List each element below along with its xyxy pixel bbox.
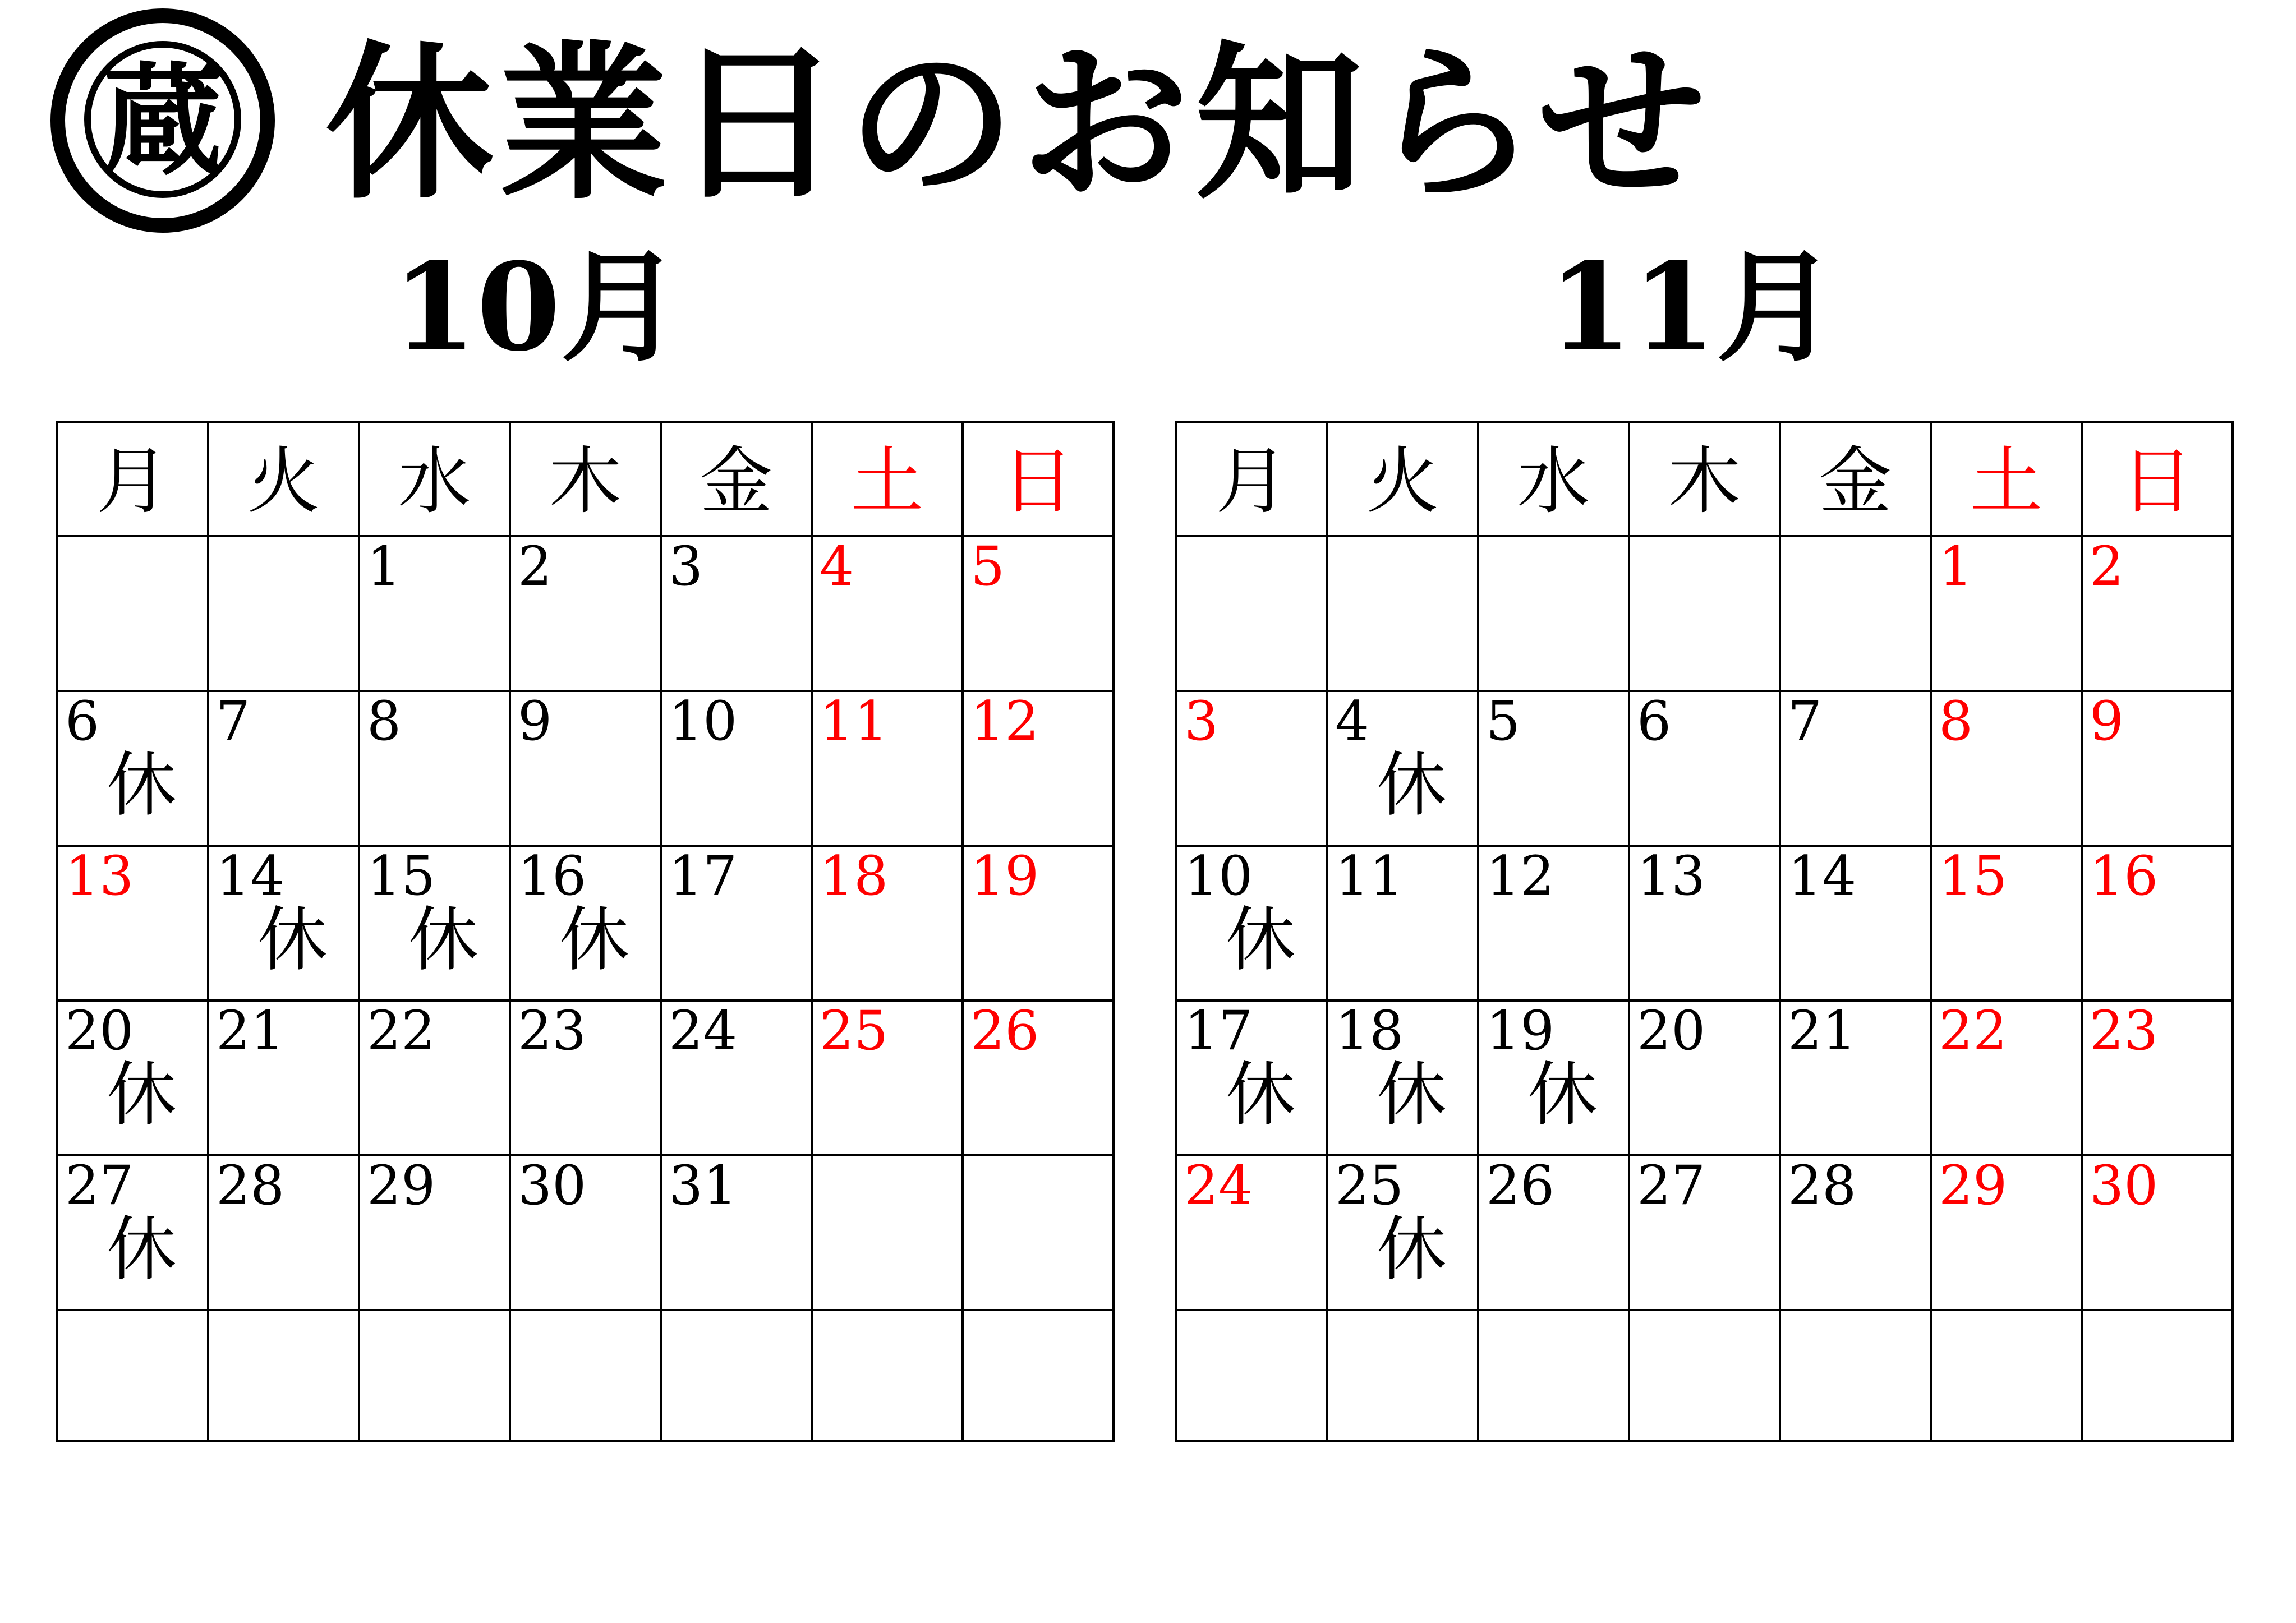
calendar-cell-empty — [57, 536, 208, 691]
calendar-day-cell — [1780, 1155, 1931, 1310]
calendar-day-cell — [1931, 691, 2082, 846]
calendar-day-cell — [1176, 846, 1327, 1000]
calendar-day-cell — [1629, 1000, 1780, 1155]
month-label-november: 11月 — [1548, 236, 1837, 378]
day-number: 27 — [65, 1154, 134, 1217]
calendar-cell-empty — [1176, 536, 1327, 691]
page-header — [22, 17, 2266, 252]
calendar-day-cell — [359, 1155, 510, 1310]
weekday-header-cell: 月 — [57, 422, 208, 536]
calendar-cell-empty — [2082, 1310, 2233, 1441]
weekday-header-row — [57, 422, 1114, 536]
day-number: 20 — [1637, 999, 1706, 1062]
closed-day-mark: 休 — [559, 900, 629, 981]
day-number: 19 — [970, 845, 1039, 907]
day-number: 28 — [216, 1154, 285, 1217]
calendar-day-cell — [661, 536, 812, 691]
day-number: 13 — [65, 845, 134, 907]
calendar-cell-empty — [1327, 536, 1478, 691]
day-number: 10 — [1184, 845, 1253, 907]
calendar-cell-empty — [661, 1310, 812, 1441]
week-row — [1176, 691, 2233, 846]
closed-day-mark: 休 — [1377, 1209, 1447, 1290]
calendar-day-cell — [963, 1000, 1114, 1155]
calendar-day-cell — [1478, 846, 1629, 1000]
calendar-cell-empty — [1629, 1310, 1780, 1441]
day-number: 20 — [65, 999, 134, 1062]
day-number: 17 — [669, 845, 738, 907]
week-row — [57, 1155, 1114, 1310]
seal-character: 蔵 — [102, 49, 223, 192]
day-number: 11 — [1335, 845, 1404, 907]
day-number: 14 — [1788, 845, 1857, 907]
calendar-day-cell — [1327, 846, 1478, 1000]
calendar-cell-empty — [963, 1155, 1114, 1310]
day-number: 14 — [216, 845, 285, 907]
calendar-table — [56, 421, 1115, 1442]
page-title: 休業日のお知らせ — [325, 24, 1711, 222]
calendar-day-cell — [963, 536, 1114, 691]
week-row — [57, 846, 1114, 1000]
calendar-cell-empty — [1629, 536, 1780, 691]
week-row — [1176, 1000, 2233, 1155]
calendar-day-cell — [812, 536, 963, 691]
week-row — [1176, 536, 2233, 691]
day-number: 9 — [2090, 690, 2124, 753]
day-number: 31 — [669, 1154, 738, 1217]
calendar-cell-empty — [1176, 1310, 1327, 1441]
closed-day-mark: 休 — [107, 745, 177, 826]
calendar-cell-empty — [812, 1155, 963, 1310]
calendar-day-cell — [2082, 1155, 2233, 1310]
day-number: 24 — [1184, 1154, 1253, 1217]
calendar-day-cell — [1478, 691, 1629, 846]
day-number: 7 — [216, 690, 251, 753]
day-number: 2 — [518, 535, 553, 598]
calendar-day-cell — [208, 1155, 359, 1310]
day-number: 24 — [669, 999, 738, 1062]
calendar-day-cell — [359, 536, 510, 691]
calendar-day-cell — [57, 1000, 208, 1155]
calendar-day-cell — [963, 691, 1114, 846]
day-number: 3 — [669, 535, 703, 598]
calendar-day-cell — [2082, 1000, 2233, 1155]
day-number: 21 — [216, 999, 285, 1062]
calendar-day-cell — [1629, 691, 1780, 846]
calendar-october — [56, 421, 1097, 1442]
calendar-day-cell — [208, 691, 359, 846]
calendar-day-cell — [510, 846, 661, 1000]
calendar-day-cell — [1780, 1000, 1931, 1155]
day-number: 4 — [1335, 690, 1370, 753]
day-number: 23 — [2090, 999, 2159, 1062]
day-number: 26 — [1486, 1154, 1555, 1217]
closed-day-mark: 休 — [1377, 745, 1447, 826]
closed-day-mark: 休 — [1377, 1054, 1447, 1136]
calendar-day-cell — [1780, 691, 1931, 846]
day-number: 30 — [518, 1154, 587, 1217]
calendar-day-cell — [208, 1000, 359, 1155]
closed-day-mark: 休 — [257, 900, 328, 981]
calendar-day-cell — [1478, 1000, 1629, 1155]
weekday-header-cell: 木 — [510, 422, 661, 536]
calendar-day-cell — [1478, 1155, 1629, 1310]
calendar-day-cell — [661, 846, 812, 1000]
weekday-header-cell: 金 — [661, 422, 812, 536]
calendar-day-cell — [1327, 1000, 1478, 1155]
calendar-day-cell — [963, 846, 1114, 1000]
day-number: 6 — [1637, 690, 1672, 753]
calendar-table — [1175, 421, 2234, 1442]
weekday-header-cell: 金 — [1780, 422, 1931, 536]
calendar-day-cell — [1931, 1000, 2082, 1155]
day-number: 10 — [669, 690, 738, 753]
closed-day-mark: 休 — [107, 1054, 177, 1136]
calendar-day-cell — [57, 1155, 208, 1310]
day-number: 5 — [1486, 690, 1521, 753]
day-number: 25 — [1335, 1154, 1404, 1217]
day-number: 21 — [1788, 999, 1857, 1062]
stamp-seal-icon — [39, 0, 303, 261]
day-number: 23 — [518, 999, 587, 1062]
day-number: 1 — [367, 535, 402, 598]
week-row — [57, 691, 1114, 846]
weekday-header-cell: 水 — [359, 422, 510, 536]
calendar-cell-empty — [208, 536, 359, 691]
day-number: 15 — [367, 845, 436, 907]
calendar-day-cell — [1176, 691, 1327, 846]
day-number: 5 — [970, 535, 1005, 598]
calendar-day-cell — [57, 691, 208, 846]
calendar-day-cell — [1176, 1155, 1327, 1310]
weekday-header-cell: 火 — [1327, 422, 1478, 536]
calendar-day-cell — [2082, 691, 2233, 846]
week-row — [1176, 846, 2233, 1000]
weekday-header-cell: 土 — [812, 422, 963, 536]
weekday-header-cell: 月 — [1176, 422, 1327, 536]
day-number: 12 — [1486, 845, 1555, 907]
calendar-day-cell — [510, 1000, 661, 1155]
calendar-day-cell — [661, 691, 812, 846]
closed-day-mark: 休 — [1226, 1054, 1296, 1136]
week-row — [1176, 1310, 2233, 1441]
calendar-november — [1175, 421, 2216, 1442]
calendar-day-cell — [1780, 846, 1931, 1000]
week-row — [57, 1000, 1114, 1155]
day-number: 17 — [1184, 999, 1253, 1062]
calendar-day-cell — [1931, 536, 2082, 691]
calendar-day-cell — [2082, 846, 2233, 1000]
weekday-header-row — [1176, 422, 2233, 536]
day-number: 3 — [1184, 690, 1219, 753]
calendar-day-cell — [510, 691, 661, 846]
day-number: 12 — [970, 690, 1039, 753]
calendar-cell-empty — [1327, 1310, 1478, 1441]
day-number: 30 — [2090, 1154, 2159, 1217]
closed-day-mark: 休 — [408, 900, 478, 981]
day-number: 29 — [1939, 1154, 2008, 1217]
calendar-cell-empty — [963, 1310, 1114, 1441]
day-number: 26 — [970, 999, 1039, 1062]
calendar-cell-empty — [812, 1310, 963, 1441]
weekday-header-cell: 土 — [1931, 422, 2082, 536]
calendar-day-cell — [359, 846, 510, 1000]
closed-day-mark: 休 — [1527, 1054, 1598, 1136]
calendar-cell-empty — [1478, 1310, 1629, 1441]
calendar-cell-empty — [359, 1310, 510, 1441]
calendar-day-cell — [1629, 1155, 1780, 1310]
day-number: 18 — [1335, 999, 1404, 1062]
day-number: 2 — [2090, 535, 2124, 598]
calendar-day-cell — [1327, 691, 1478, 846]
calendar-day-cell — [1931, 846, 2082, 1000]
closed-day-mark: 休 — [107, 1209, 177, 1290]
day-number: 16 — [2090, 845, 2159, 907]
week-row — [57, 1310, 1114, 1441]
day-number: 27 — [1637, 1154, 1706, 1217]
calendar-day-cell — [359, 1000, 510, 1155]
calendar-day-cell — [1327, 1155, 1478, 1310]
calendar-day-cell — [661, 1000, 812, 1155]
calendar-day-cell — [359, 691, 510, 846]
weekday-header-cell: 火 — [208, 422, 359, 536]
calendar-cell-empty — [510, 1310, 661, 1441]
calendar-day-cell — [812, 846, 963, 1000]
day-number: 29 — [367, 1154, 436, 1217]
calendar-day-cell — [57, 846, 208, 1000]
calendar-cell-empty — [57, 1310, 208, 1441]
day-number: 15 — [1939, 845, 2008, 907]
calendar-cell-empty — [1780, 1310, 1931, 1441]
calendar-day-cell — [2082, 536, 2233, 691]
calendar-day-cell — [1931, 1155, 2082, 1310]
day-number: 9 — [518, 690, 553, 753]
day-number: 28 — [1788, 1154, 1857, 1217]
day-number: 25 — [820, 999, 889, 1062]
day-number: 16 — [518, 845, 587, 907]
weekday-header-cell: 木 — [1629, 422, 1780, 536]
month-label-october: 10月 — [393, 236, 682, 378]
weekday-header-cell: 日 — [963, 422, 1114, 536]
day-number: 8 — [367, 690, 402, 753]
calendar-day-cell — [1629, 846, 1780, 1000]
weekday-header-cell: 水 — [1478, 422, 1629, 536]
day-number: 4 — [820, 535, 854, 598]
day-number: 22 — [367, 999, 436, 1062]
day-number: 22 — [1939, 999, 2008, 1062]
calendar-cell-empty — [1931, 1310, 2082, 1441]
calendar-day-cell — [812, 691, 963, 846]
calendar-day-cell — [812, 1000, 963, 1155]
calendar-cell-empty — [208, 1310, 359, 1441]
closed-day-mark: 休 — [1226, 900, 1296, 981]
weekday-header-cell: 日 — [2082, 422, 2233, 536]
day-number: 11 — [820, 690, 889, 753]
day-number: 6 — [65, 690, 100, 753]
day-number: 1 — [1939, 535, 1973, 598]
calendar-day-cell — [1176, 1000, 1327, 1155]
day-number: 13 — [1637, 845, 1706, 907]
day-number: 8 — [1939, 690, 1973, 753]
calendar-day-cell — [510, 536, 661, 691]
calendar-day-cell — [208, 846, 359, 1000]
week-row — [1176, 1155, 2233, 1310]
day-number: 18 — [820, 845, 889, 907]
day-number: 7 — [1788, 690, 1823, 753]
day-number: 19 — [1486, 999, 1555, 1062]
week-row — [57, 536, 1114, 691]
calendar-cell-empty — [1780, 536, 1931, 691]
calendar-cell-empty — [1478, 536, 1629, 691]
calendar-day-cell — [661, 1155, 812, 1310]
calendar-day-cell — [510, 1155, 661, 1310]
